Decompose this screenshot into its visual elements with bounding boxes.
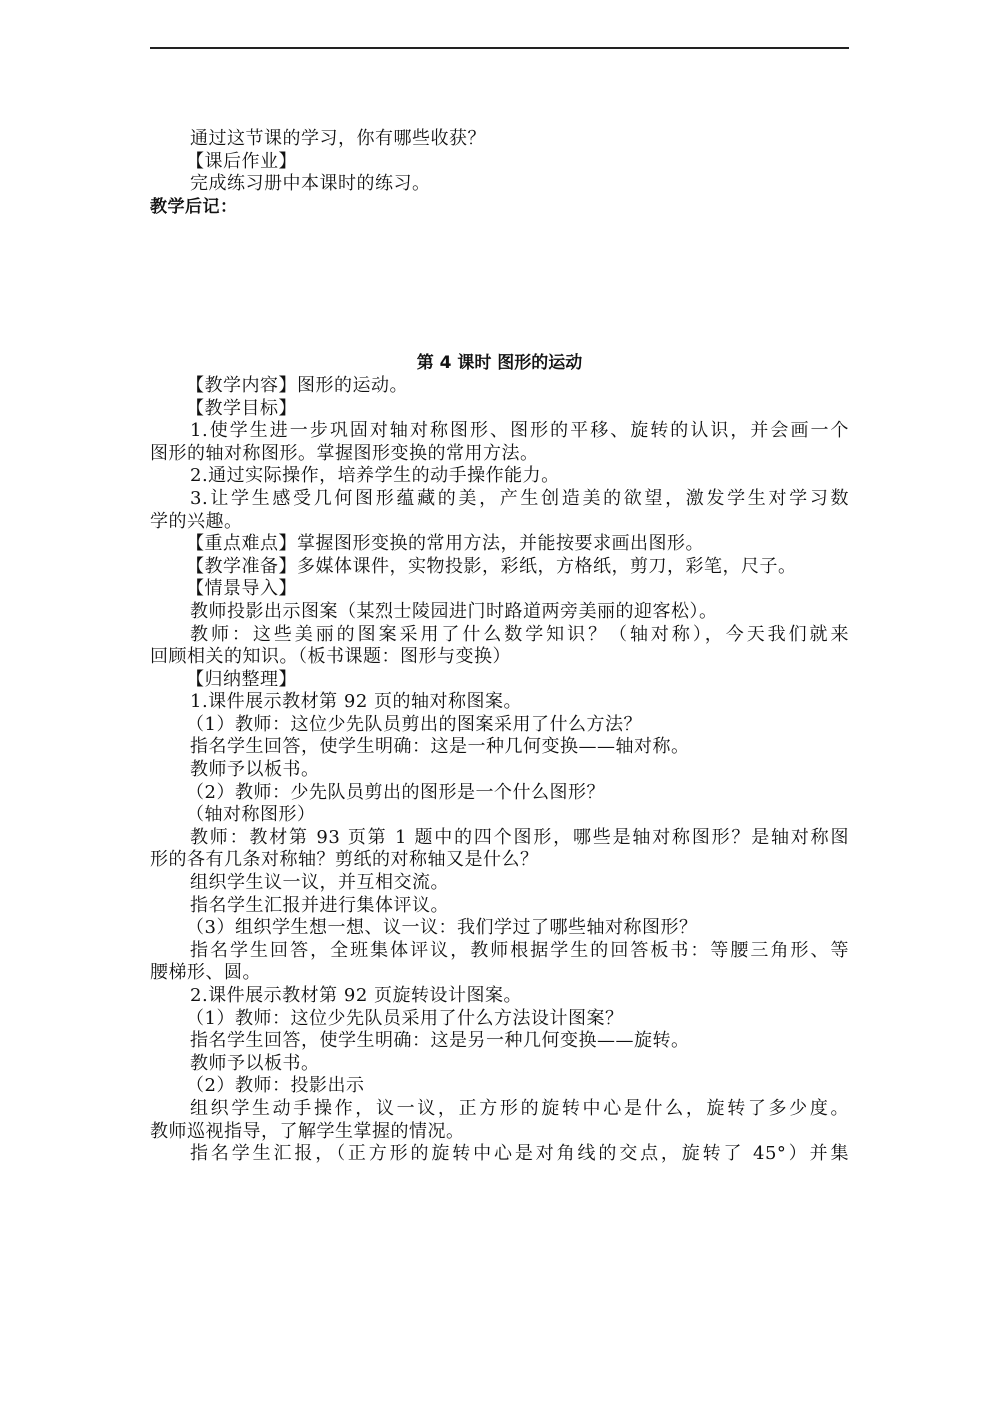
summary-1-answer-2: （轴对称图形） <box>186 804 316 826</box>
summary-1-question-1: （1）教师：这位少先队员剪出的图案采用了什么方法？ <box>186 713 642 735</box>
summary-item-1: 1.课件展示教材第 92 页的轴对称图案。 <box>190 691 523 713</box>
summary-2-question-2: （2）教师：投影出示 <box>186 1075 365 1097</box>
summary-item-2: 2.课件展示教材第 92 页旋转设计图案。 <box>190 985 523 1006</box>
summary-1-question-4: （3）组织学生想一想、议一议：我们学过了哪些轴对称图形？ <box>186 917 698 939</box>
goal-3-line-2: 学的兴趣。 <box>150 510 243 532</box>
summary-1-answer-4-line-2: 腰梯形、圆。 <box>150 962 261 984</box>
summary-1-answer-4-line-1: 指名学生回答，全班集体评议，教师根据学生的回答板书：等腰三角形、等 <box>190 939 849 961</box>
summary-2-board-note: 教师予以板书。 <box>190 1052 320 1074</box>
intro-heading: 【情景导入】 <box>186 578 297 600</box>
intro-paragraph-1: 教师投影出示图案（某烈士陵园进门时路道两旁美丽的迎客松）。 <box>190 600 718 622</box>
homework-text: 完成练习册中本课时的练习。 <box>190 173 431 195</box>
header-rule <box>150 47 849 49</box>
postscript-label: 教学后记： <box>150 196 238 217</box>
goals-heading: 【教学目标】 <box>186 397 297 419</box>
summary-2-operation-line-1: 组织学生动手操作，议一议，正方形的旋转中心是什么，旋转了多少度。 <box>190 1097 849 1119</box>
reflection-question: 通过这节课的学习，你有哪些收获？ <box>190 128 486 149</box>
document-page <box>150 128 849 1166</box>
summary-1-answer-1: 指名学生回答，使学生明确：这是一种几何变换——轴对称。 <box>190 736 690 758</box>
summary-1-question-3-line-2: 形的各有几条对称轴？剪纸的对称轴又是什么？ <box>150 849 539 871</box>
goal-3-line-1: 3.让学生感受几何图形蕴藏的美，产生创造美的欲望，激发学生对学习数 <box>190 487 849 509</box>
lesson-title: 第 4 课时 图形的运动 <box>416 353 583 374</box>
intro-paragraph-2-line-1: 教师：这些美丽的图案采用了什么数学知识？（轴对称），今天我们就来 <box>190 623 849 645</box>
summary-2-operation-line-2: 教师巡视指导，了解学生掌握的情况。 <box>150 1120 465 1142</box>
summary-heading: 【归纳整理】 <box>186 668 297 690</box>
summary-1-board-note: 教师予以板书。 <box>190 759 320 781</box>
summary-1-question-2: （2）教师：少先队员剪出的图形是一个什么图形？ <box>186 781 605 803</box>
summary-2-answer-1: 指名学生回答，使学生明确：这是另一种几何变换——旋转。 <box>190 1030 690 1052</box>
summary-2-report: 指名学生汇报，（正方形的旋转中心是对角线的交点，旋转了 45°）并集 <box>190 1143 849 1165</box>
goal-2: 2.通过实际操作，培养学生的动手操作能力。 <box>190 465 560 487</box>
summary-2-question-1: （1）教师：这位少先队员采用了什么方法设计图案？ <box>186 1007 624 1029</box>
summary-1-report: 指名学生汇报并进行集体评议。 <box>190 894 449 916</box>
summary-1-discussion: 组织学生议一议，并互相交流。 <box>190 872 449 894</box>
intro-paragraph-2-line-2: 回顾相关的知识。（板书课题：图形与变换） <box>150 646 511 668</box>
key-points: 【重点难点】掌握图形变换的常用方法，并能按要求画出图形。 <box>186 533 704 555</box>
homework-heading: 【课后作业】 <box>186 150 297 172</box>
summary-1-question-3-line-1: 教师：教材第 93 页第 1 题中的四个图形，哪些是轴对称图形？是轴对称图 <box>190 826 849 848</box>
postscript-blank-area <box>150 218 849 352</box>
goal-1-line-2: 图形的轴对称图形。掌握图形变换的常用方法。 <box>150 442 539 464</box>
goal-1-line-1: 1.使学生进一步巩固对轴对称图形、图形的平移、旋转的认识，并会画一个 <box>190 420 849 442</box>
teaching-content: 【教学内容】图形的运动。 <box>186 374 408 396</box>
teaching-preparation: 【教学准备】多媒体课件，实物投影，彩纸，方格纸，剪刀，彩笔，尺子。 <box>186 555 797 577</box>
